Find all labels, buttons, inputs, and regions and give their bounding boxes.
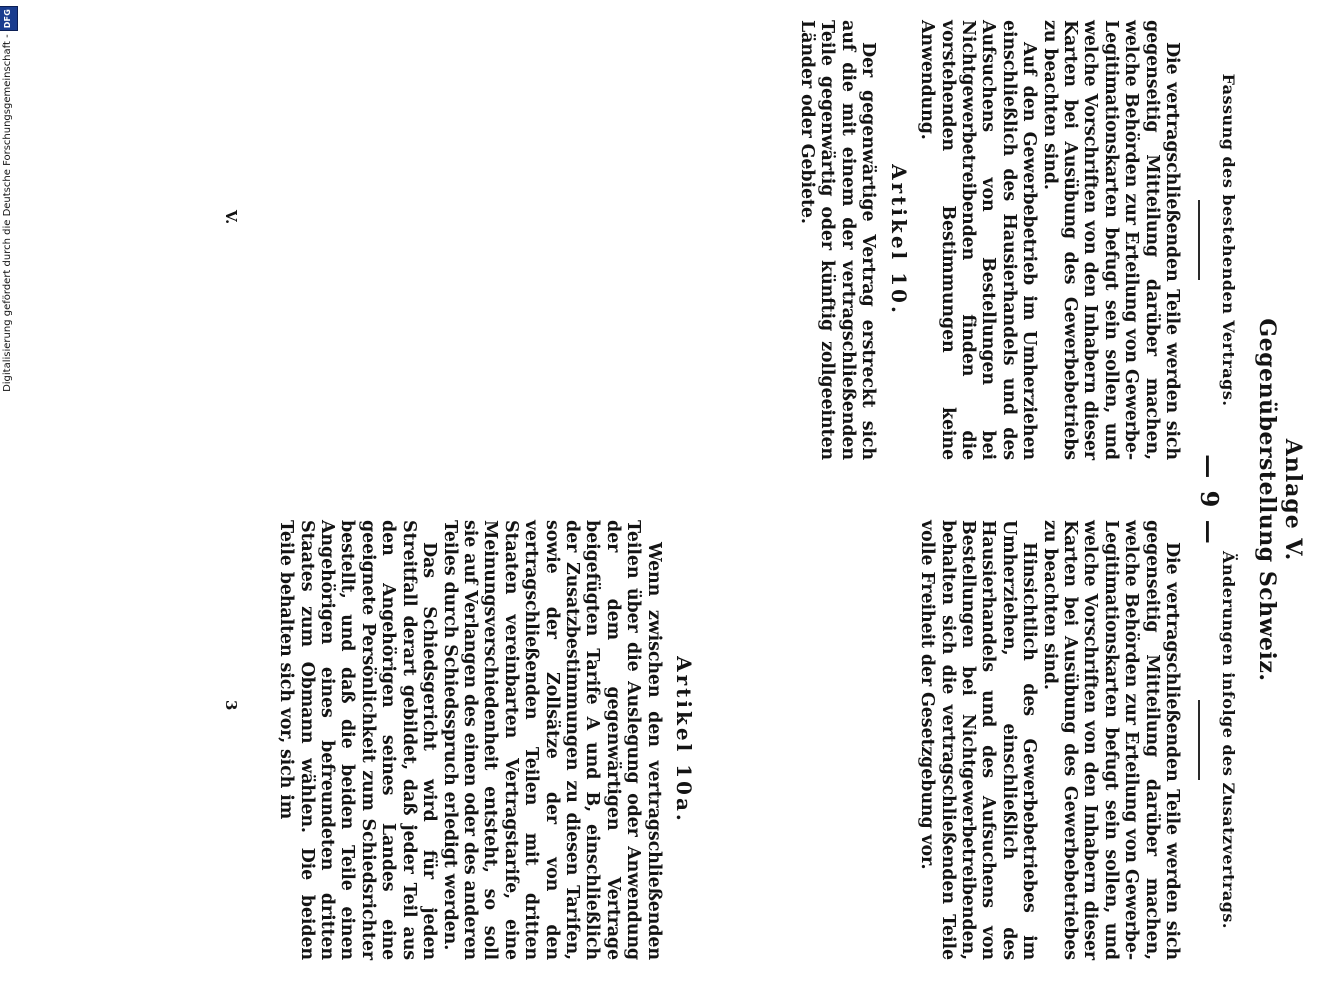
page-marker: — 9 — (1195, 454, 1224, 546)
annex-title: Anlage V. (1280, 438, 1306, 562)
right-column-heading: Änderungen infolge des Zusatzvertrags. (1219, 551, 1238, 929)
right-paragraph: Die vertragschließenden Teile werden sich gegenseitig Mitteilung darüber machen, welche Behörden zur Erteilung von Gewerbe-Legitimationskarten befugt sein sollen, und welche Vorschriften von den Inhabern dieser Karten bei Ausübung des Gewerbebetriebes zu beachten sind. (1039, 520, 1182, 960)
left-column-heading: Fassung des bestehenden Vertrags. (1219, 73, 1238, 407)
right-paragraph: Wenn zwischen den vertragschließenden Teilen über die Auslegung oder Anwendung der dem gegenwärtigen Vertrage beigefügten Tarife A und B, einschließlich der Zusatzbestimmungen zu diesen Tarifen, sowie der Zollsätze der von den vertragschließenden Teilen mit dritten Staaten vereinbarten Vertragstarife, eine Meinungsverschiedenheit entsteht, so soll sie auf Verlangen des einen oder des anderen Teiles durch Schiedsspruch erledigt werden. (439, 520, 664, 960)
left-paragraph: Die vertragschließenden Teile werden sich gegenseitig Mitteilung darüber machen, welche Behörden zur Erteilung von Gewerbe-Legitimationskarten befugt sein sollen, und welche Vorschriften von den Inhabern dieser Karten bei Ausübung des Gewerbebetriebs zu beachten sind. (1039, 20, 1182, 460)
left-heading-divider (1198, 200, 1200, 280)
left-article-heading: Artikel 10. (886, 164, 911, 316)
digitization-stamp (0, 6, 16, 996)
stamp-text: Digitalisierung gefördert durch die Deutsche Forschungsgemeinschaft - (2, 34, 13, 392)
right-heading-divider (1198, 700, 1200, 780)
right-column (917, 520, 1182, 960)
right-column-lower (276, 520, 700, 960)
right-paragraph: Das Schiedsgericht wird für jeden Streitfall derart gebildet, daß jeder Teil aus den Angehörigen seines Landes eine geeignete Persönlichkeit zum Schiedsrichter bestellt, und daß die beiden Teile einen Angehörigen eines befreundeten dritten Staates zum Obmann wählen. Die beiden Teile behalten sich vor, sich im (276, 520, 440, 960)
annex-subtitle: Gegenüberstellung Schweiz. (1254, 318, 1280, 682)
page-number: 3 (222, 700, 240, 711)
rotated-document-page (120, 0, 1320, 1000)
left-column (797, 20, 1182, 460)
dfg-logo-icon: DFG (0, 6, 18, 31)
right-paragraph: Hinsichtlich des Gewerbebetriebes im Umherziehen, einschließlich des Hausierhandels und des Aufsuchens von Bestellungen bei Nichtgewerbetreibenden, behalten sich die vertragschließenden Teile volle Freiheit der Gesetzgebung vor. (917, 520, 1040, 960)
right-article-heading: Artikel 10a. (672, 656, 696, 824)
signature-mark: V. (222, 210, 240, 225)
left-paragraph: Auf den Gewerbebetrieb im Umherziehen einschließlich des Hausierhandels und des Aufsuchens von Bestellungen bei Nichtgewerbetreibenden finden die vorstehenden Bestimmungen keine Anwendung. (917, 20, 1040, 460)
left-paragraph: Der gegenwärtige Vertrag erstreckt sich auf die mit einem der vertragschließenden Teile gegenwärtig oder künftig zollgeeinten Länder oder Gebiete. (797, 20, 879, 460)
